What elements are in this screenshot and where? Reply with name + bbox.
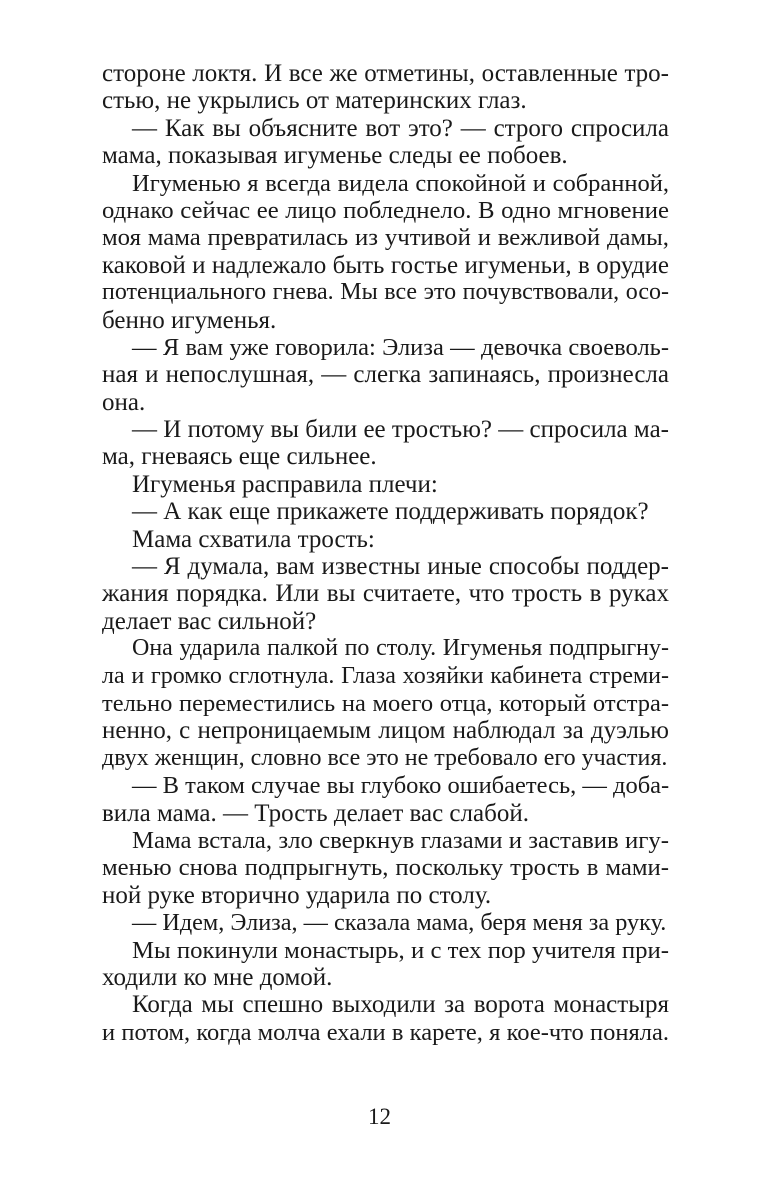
text-line: моя мама превратилась из учтивой и вежливой дамы, — [102, 224, 669, 252]
text-line: Мама встала, зло сверкнув глазами и заставив игу- — [132, 826, 669, 854]
text-line: Когда мы спешно выходили за ворота монастыря — [132, 991, 669, 1019]
text-line: каковой и надлежало быть гостье игуменьи, в орудие — [102, 251, 669, 279]
text-line: ненно, с непроницаемым лицом наблюдал за дуэлью — [102, 717, 669, 745]
text-line: Игуменью я всегда видела спокойной и собранной, — [132, 169, 669, 197]
body-text — [102, 60, 669, 1046]
text-line: тельно переместились на моего отца, который отстра- — [102, 689, 669, 717]
text-line: делает вас сильной? — [102, 607, 317, 635]
text-line: Она ударила палкой по столу. Игуменья подпрыгну- — [132, 635, 669, 662]
text-line: однако сейчас ее лицо побледнело. В одно мгновение — [102, 196, 669, 224]
text-line: двух женщин, словно все это не требовало его участия. — [102, 744, 668, 771]
text-line: — А как еще прикажете поддерживать порядок? — [132, 498, 649, 526]
text-line: вила мама. — Трость делает вас слабой. — [102, 799, 529, 827]
text-line: ная и непослушная, — слегка запинаясь, произнесла — [102, 361, 669, 389]
text-line: жания порядка. Или вы считаете, что трость в руках — [102, 580, 669, 608]
text-line: бенно игуменья. — [102, 306, 277, 334]
text-line: — Я думала, вам известны иные способы поддер- — [132, 553, 669, 581]
text-line: Игуменья расправила плечи: — [132, 470, 438, 498]
text-line: ной руке вторично ударила по столу. — [102, 881, 492, 909]
text-line: — Я вам уже говорила: Элиза — девочка своеволь- — [132, 333, 669, 361]
text-line: — Идем, Элиза, — сказала мама, беря меня за руку. — [132, 909, 667, 937]
text-line: потенциального гнева. Мы все это почувствовали, осо- — [102, 279, 669, 306]
text-line: стью, не укрылись от материнских глаз. — [102, 87, 527, 115]
text-line: — Как вы объясните вот это? — строго спросила — [132, 114, 669, 142]
text-line: и потом, когда молча ехали в карете, я кое-что поняла. — [102, 1018, 669, 1046]
text-line: менью снова подпрыгнуть, поскольку трость в мами- — [102, 854, 669, 882]
text-line: ходили ко мне домой. — [102, 963, 333, 991]
text-line: мама, показывая игуменье следы ее побоев. — [102, 142, 568, 170]
text-line: — И потому вы били ее тростью? — спросила ма- — [132, 416, 669, 444]
text-line: Мама схватила трость: — [132, 525, 375, 553]
text-line: она. — [102, 388, 146, 416]
text-line: ма, гневаясь еще сильнее. — [102, 443, 377, 471]
page-number: 12 — [368, 1104, 391, 1129]
text-line: Мы покинули монастырь, и с тех пор учителя при- — [132, 936, 669, 964]
text-line: стороне локтя. И все же отметины, оставленные тро- — [102, 60, 669, 87]
text-line: — В таком случае вы глубоко ошибаетесь, — доба- — [132, 772, 670, 800]
text-line: ла и громко сглотнула. Глаза хозяйки кабинета стреми- — [102, 662, 669, 689]
